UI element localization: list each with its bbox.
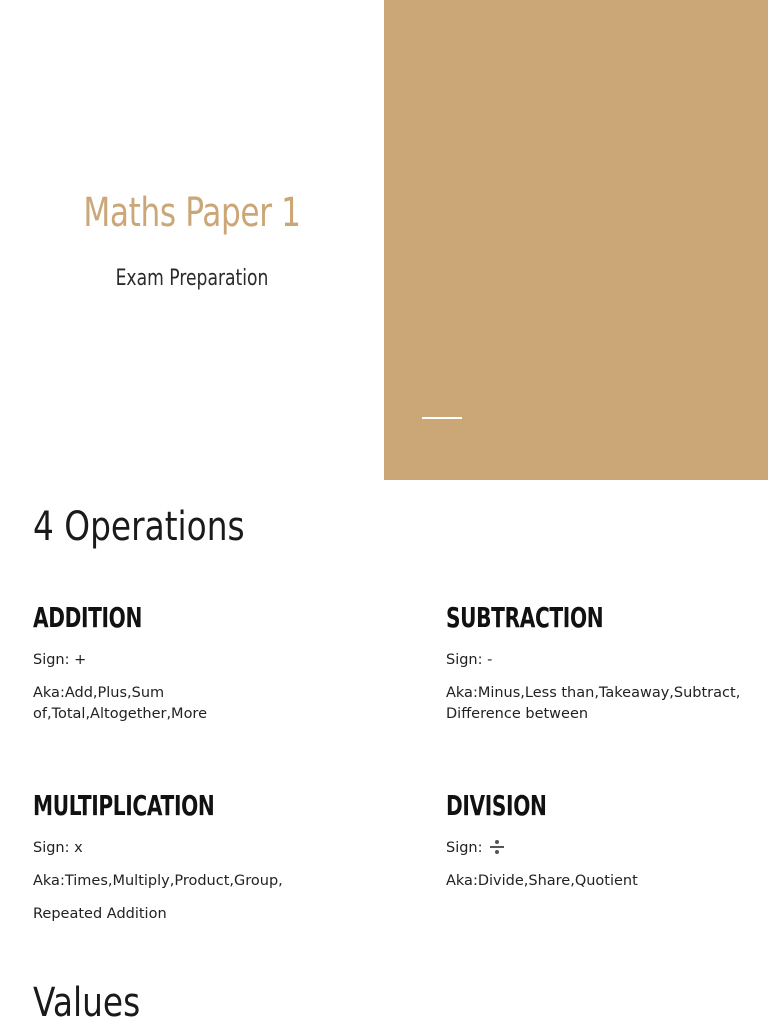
multiplication-block (33, 788, 313, 925)
values-heading: Values (33, 980, 141, 1024)
division-sign-icon (490, 840, 504, 854)
page-title: Maths Paper 1 (83, 190, 301, 236)
division-sign: Sign: (446, 840, 483, 856)
subtraction-heading: SUBTRACTION (446, 601, 604, 634)
addition-heading: ADDITION (33, 601, 142, 634)
division-aka: Aka:Divide,Share,Quotient (446, 873, 638, 889)
accent-divider (422, 417, 462, 419)
accent-panel (384, 0, 768, 480)
addition-sign: Sign: + (33, 652, 87, 668)
multiplication-aka: Aka:Times,Multiply,Product,Group, (33, 873, 283, 889)
division-heading: DIVISION (446, 789, 547, 822)
multiplication-aka-extra: Repeated Addition (33, 906, 167, 922)
multiplication-heading: MULTIPLICATION (33, 789, 215, 822)
division-block (446, 788, 746, 892)
subtraction-block (446, 600, 746, 725)
operations-heading: 4 Operations (33, 504, 245, 550)
title-panel (0, 0, 384, 480)
page-subtitle: Exam Preparation (115, 266, 269, 291)
multiplication-sign: Sign: x (33, 840, 83, 856)
subtraction-aka: Aka:Minus,Less than,Takeaway,Subtract, Difference between (446, 685, 741, 722)
addition-block (33, 600, 233, 725)
operations-slide (0, 480, 768, 1024)
division-sign-line (446, 838, 746, 859)
title-slide (0, 0, 768, 480)
subtraction-sign: Sign: - (446, 652, 493, 668)
addition-aka: Aka:Add,Plus,Sum of,Total,Altogether,More (33, 685, 207, 722)
